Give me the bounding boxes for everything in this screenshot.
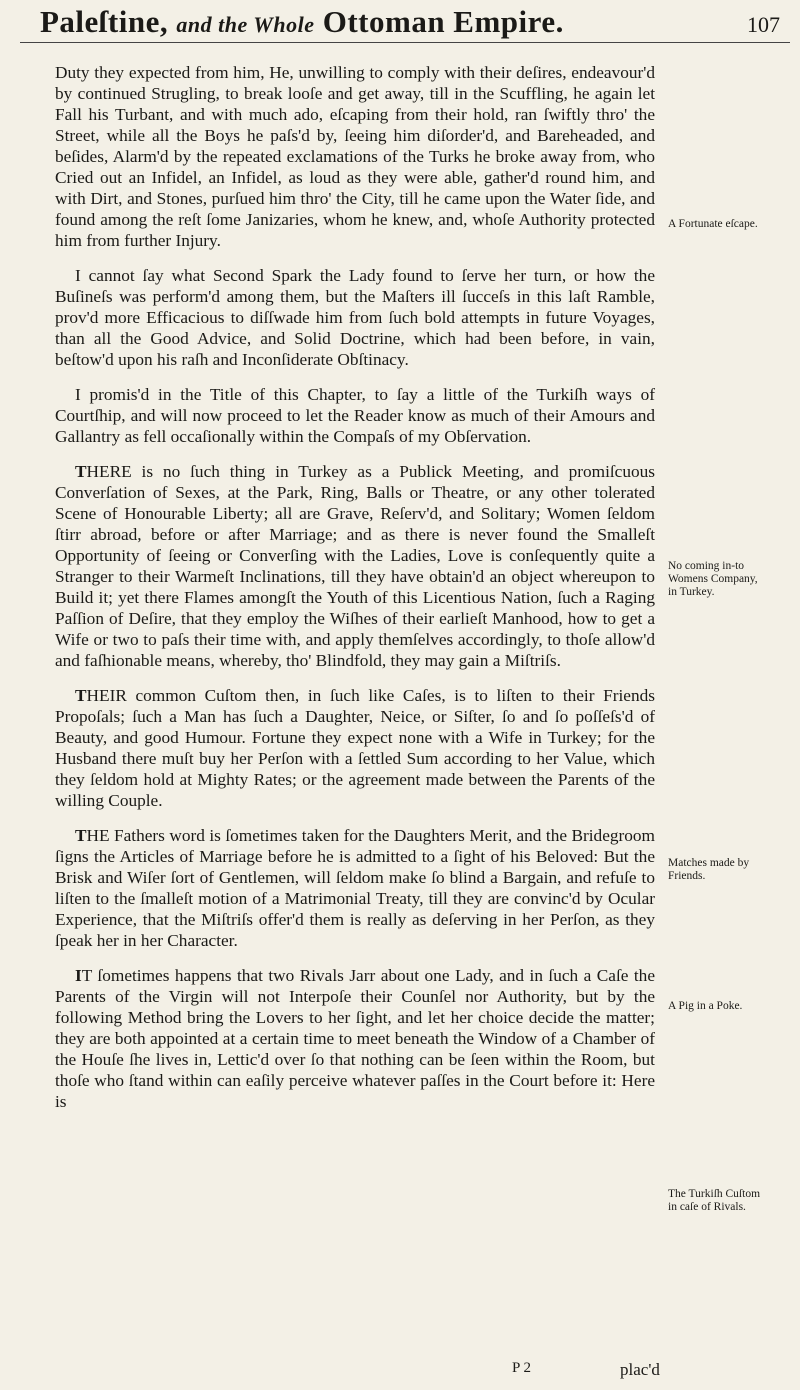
page-footer [0,1360,800,1386]
signature-mark: P 2 [512,1360,532,1376]
paragraph-4: THERE is no ſuch thing in Turkey as a Publick Meeting, and promiſcuous Converſation of Sexes, at the Park, Ring, Balls or Theatre, or any other tolerated Scene of Honourable Liberty; all are Grave, Reſerv'd, and Solitary; Women ſeldom ſtirr abroad, before or after Marriage; and as there is never found the Smalleſt Opportunity of ſeeing or Converſing with the Ladies, Love is conſequently quite a Stranger to their Warmeſt Inclinations, till they have obtain'd an object whereupon to Build it; yet there Flames amongſt the Youth of this Licentious Nation, ſuch a Raging Paſſion of Deſire, that they employ the Wiſhes of their earlieſt Manhood, how to get a Wife or two to paſs their time with, and apply themſelves accordingly, to thoſe allow'd and faſhionable means, whereby, tho' Blindfold, they may gain a Miſtriſs. [55,462,655,670]
paragraph-6: THE Fathers word is ſometimes taken for the Daughters Merit, and the Bridegroom ſigns the Articles of Marriage before he is admitted to a ſight of his Beloved: But the Brisk and Wiſer ſort of Gentlemen, will ſeldom make ſo blind a Bargain, and refuſe to liſten to the ſmalleſt motion of a Matrimonial Treaty, till they are convinc'd by Ocular Experience, that the Miſtriſs offer'd them is really as deſerving in her Perſon, as they ſpeak her in her Character. [55,826,655,950]
margin-note-5: The Turkiſh Cuſtom in caſe of Rivals. [668,1188,761,1213]
running-title-main: Paleſtine, [40,4,169,39]
margin-note-3: Matches made by Friends. [668,857,750,882]
margin-note-4: A Pig in a Poke. [668,1000,743,1012]
page-number: 107 [747,12,780,37]
paragraph-2: I cannot ſay what Second Spark the Lady found to ſerve her turn, or how the Buſineſs was perform'd among them, but the Maſters ill ſucceſs in this laſt Ramble, prov'd more Efficacious to diſſwade him from ſuch bold attempts in future Voyages, than all the Good Advice, and Solid Doctrine, which had been before, in vain, beſtow'd upon his raſh and Inconſiderate Obſtinacy. [55,266,655,369]
catchword: plac'd [620,1360,660,1379]
body-text [55,62,655,1126]
paragraph-3: I promis'd in the Title of this Chapter, to ſay a little of the Turkiſh ways of Courtſhip, and will now proceed to let the Reader know as much of their Amours and Gallantry as fell occaſionally within the Compaſs of my Obſervation. [55,385,655,446]
paragraph-7: IT ſometimes happens that two Rivals Jarr about one Lady, and in ſuch a Caſe the Parents of the Virgin will not Interpoſe their Counſel nor Authority, but by the following Method bring the Lovers to her ſight, and let her choice decide the matter; they are both appointed at a certain time to meet beneath the Window of a Chamber of the Houſe ſhe lives in, Lettic'd over ſo that nothing can be ſeen within the Room, but thoſe who ſtand within can eaſily perceive whatever paſſes in the Court before it: Here is [55,966,655,1111]
running-title [40,4,564,40]
running-title-end: Ottoman Empire. [322,4,564,39]
margin-note-2: No coming in-to Womens Company, in Turkey. [668,560,758,598]
paragraph-1: Duty they expected from him, He, unwilling to comply with their deſires, endeavour'd by continued Strugling, to break looſe and get away, till in the Scuffling, he again let Fall his Turbant, and with much ado, eſcaping from their hold, ran ſwiftly thro' the Street, while all the Boys he paſs'd by, ſeeing him diſorder'd, and Bareheaded, and beſides, Alarm'd by the repeated exclamations of the Turks he broke away from, who Cried out an Infidel, an Infidel, as loud as they were able, gather'd round him, and with Dirt, and Stones, purſued him thro' the City, till he came upon the Water ſide, and found among the reſt ſome Janizaries, whom he knew, and, whoſe Authority protected him from further Injury. [55,63,655,250]
running-title-italic: and the Whole [176,12,315,37]
running-head [20,2,790,43]
paragraph-5: THEIR common Cuſtom then, in ſuch like Caſes, is to liſten to their Friends Propoſals; ſuch a Man has ſuch a Daughter, Neice, or Siſter, ſo and ſo poſſeſs'd of Beauty, and good Humour. Fortune they expect none with a Wife in Turkey; for the Husband there muſt buy her Perſon with a ſettled Sum according to her Value, which they ſeldom hold at Mighty Rates; or the agreement made between the Parents of the willing Couple. [55,686,655,810]
margin-note-1: A Fortunate eſcape. [668,218,758,230]
